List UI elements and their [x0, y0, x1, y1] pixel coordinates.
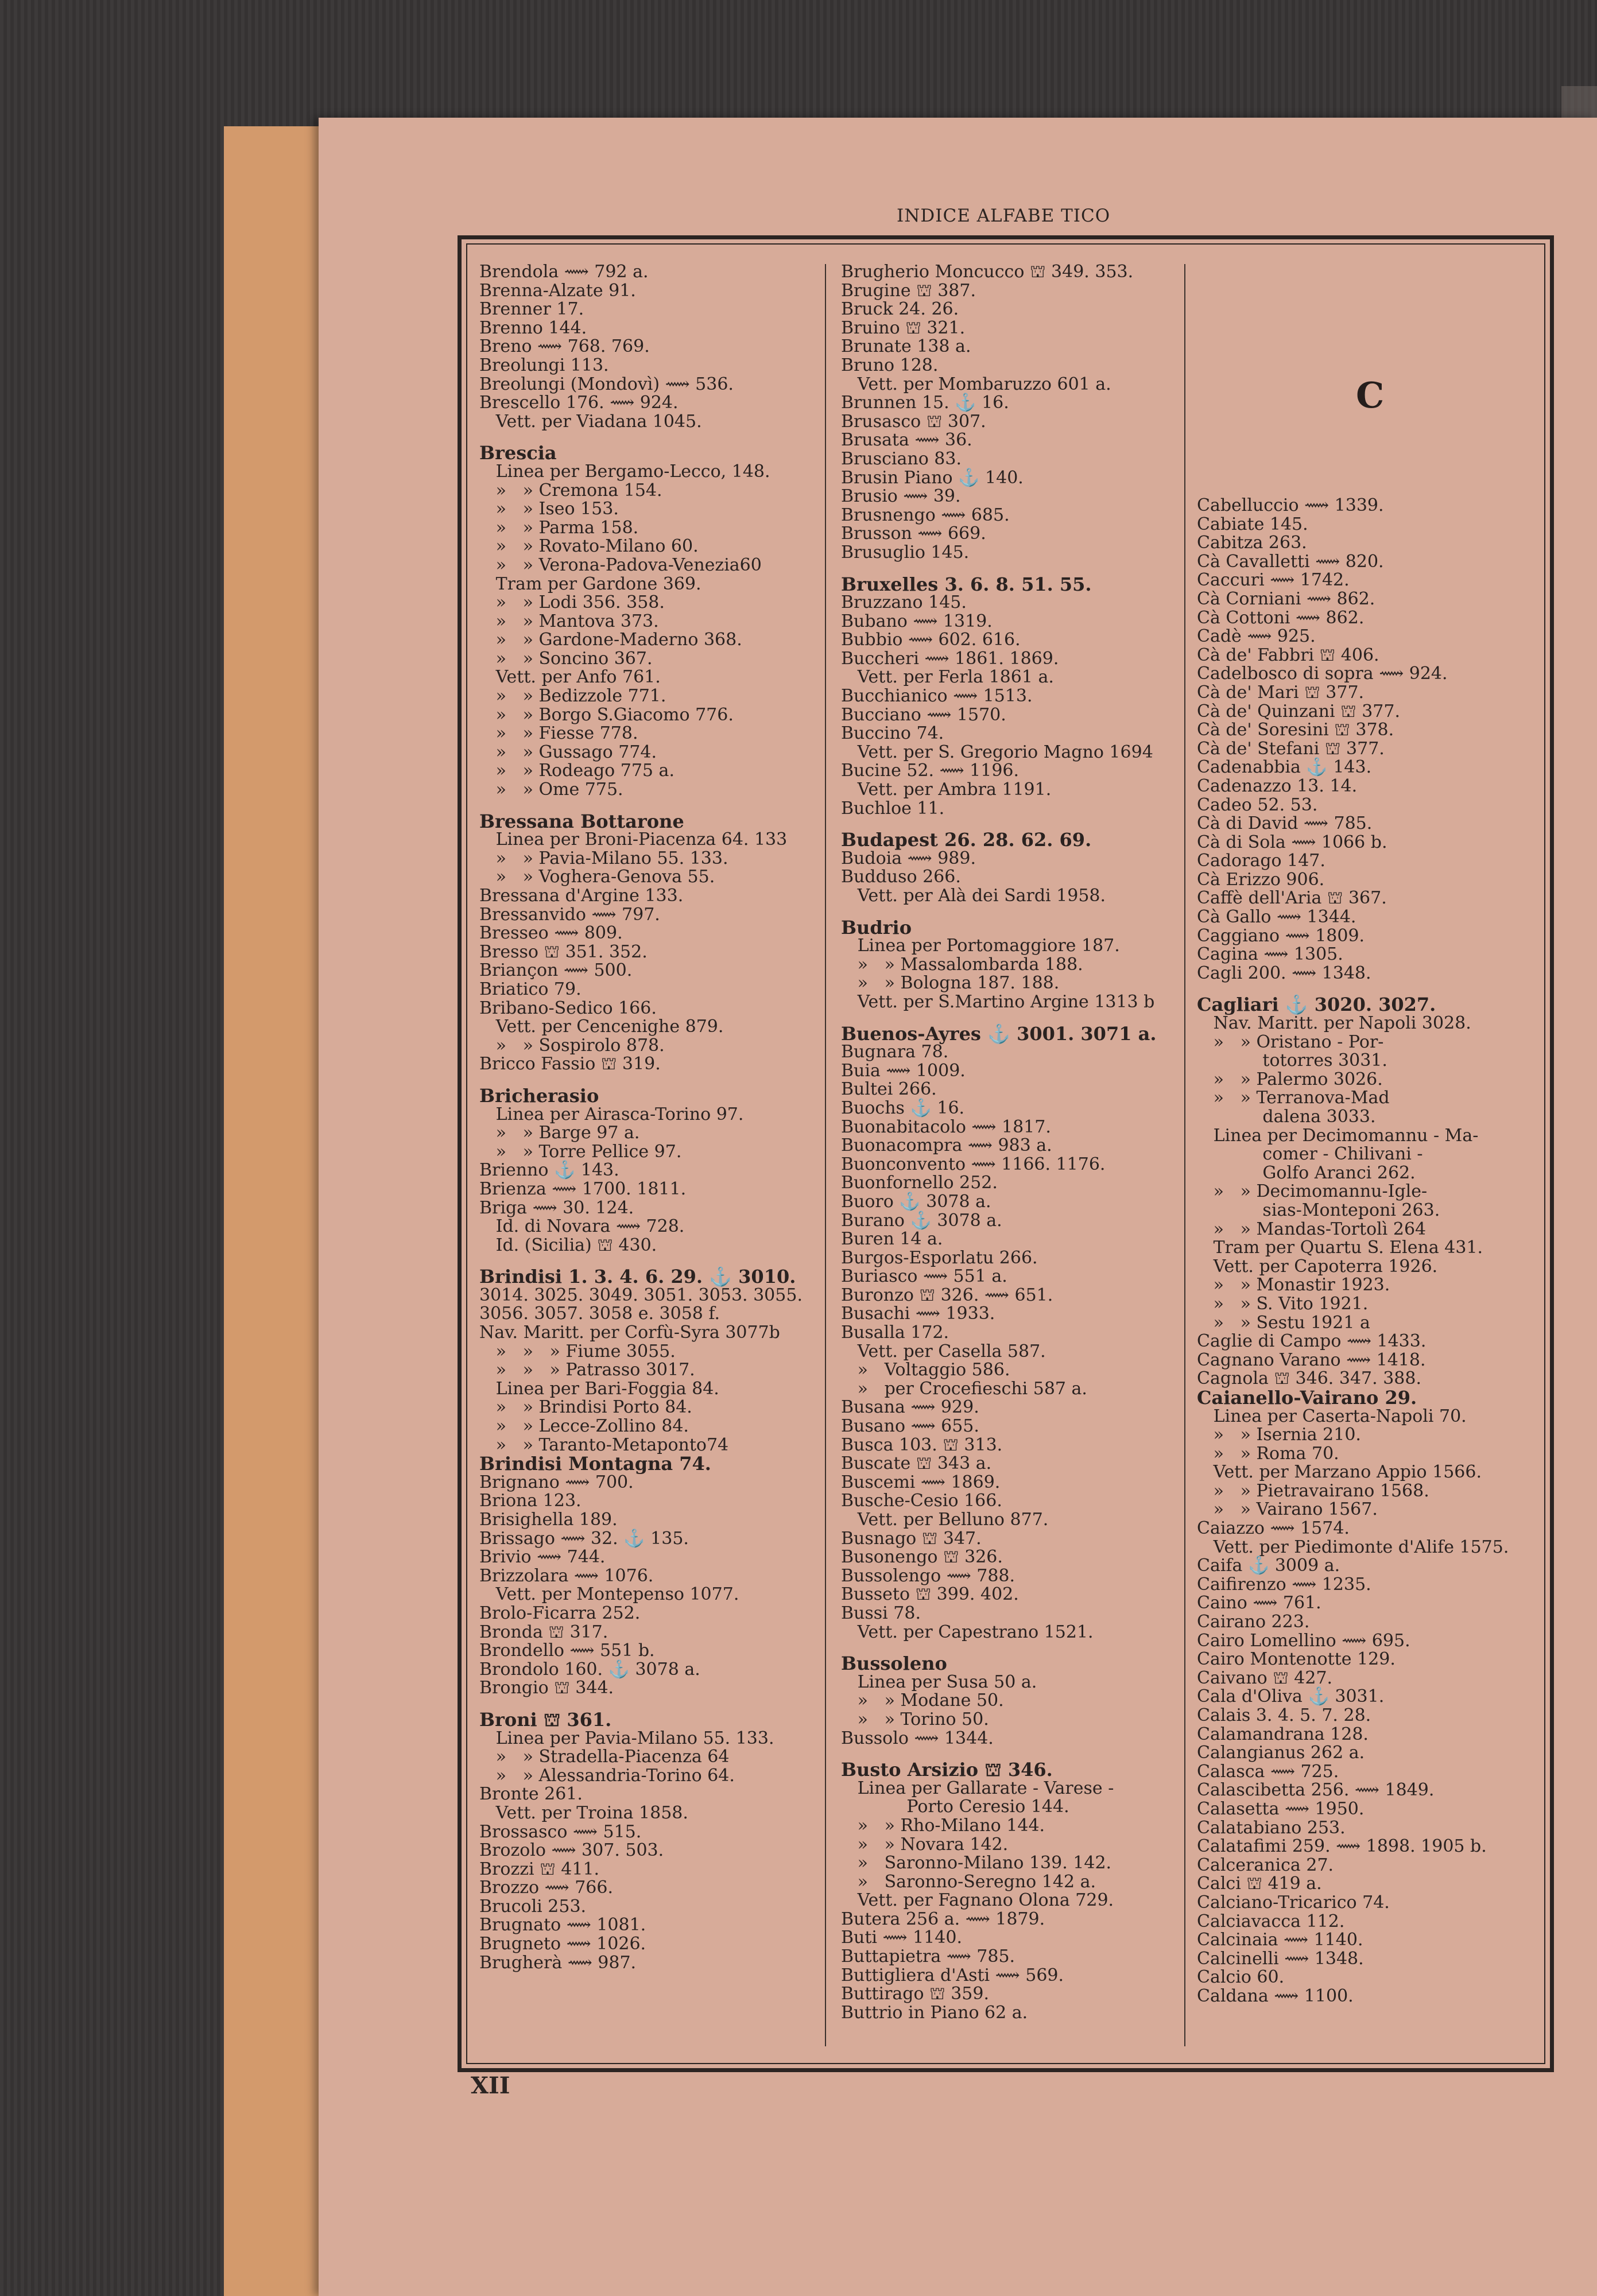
index-entry: 3056. 3057. 3058 e. 3058 f.: [479, 1304, 720, 1324]
index-entry: Cairano 223.: [1197, 1612, 1310, 1632]
index-entry: Cà di Sola ⟿ 1066 b.: [1197, 832, 1387, 852]
index-entry: Calasetta ⟿ 1950.: [1197, 1798, 1365, 1819]
index-entry: Cairo Montenotte 129.: [1197, 1649, 1396, 1670]
index-entry: Caldana ⟿ 1100.: [1197, 1985, 1354, 2006]
index-entry: Brugnato ⟿ 1081.: [479, 1915, 646, 1936]
index-entry: » » Gussago 774.: [479, 742, 657, 762]
index-entry: » » Vairano 1567.: [1197, 1499, 1378, 1520]
index-entry: Brondolo 160. ⚓ 3078 a.: [479, 1659, 700, 1680]
index-entry: Buccheri ⟿ 1861. 1869.: [841, 648, 1059, 669]
index-entry: Vett. per Capestrano 1521.: [841, 1622, 1094, 1642]
index-entry: Busonengo ⛫ 326.: [841, 1547, 1003, 1568]
index-entry: » » Ome 775.: [479, 779, 623, 800]
index-entry: Brugherio Moncucco ⛫ 349. 353.: [841, 262, 1134, 282]
index-entry: Cà de' Fabbri ⛫ 406.: [1197, 645, 1379, 665]
index-entry: comer - Chilivani -: [1197, 1144, 1423, 1165]
index-entry: Bressanvido ⟿ 797.: [479, 904, 660, 925]
index-entry: Caiazzo ⟿ 1574.: [1197, 1518, 1350, 1539]
index-entry: Calci ⛫ 419 a.: [1197, 1874, 1322, 1894]
index-entry: Breolungi (Mondovì) ⟿ 536.: [479, 374, 734, 394]
index-entry: Calatafimi 259. ⟿ 1898. 1905 b.: [1197, 1836, 1487, 1857]
index-entry: Brenna-Alzate 91.: [479, 280, 636, 301]
index-entry: Bruxelles 3. 6. 8. 51. 55.: [841, 573, 1092, 595]
index-entry: Caivano ⛫ 427.: [1197, 1667, 1333, 1688]
index-entry: Buia ⟿ 1009.: [841, 1060, 966, 1081]
index-entry: Bucchianico ⟿ 1513.: [841, 686, 1033, 707]
index-entry: Bressana d'Argine 133.: [479, 886, 684, 906]
index-entry: » » Mantova 373.: [479, 611, 659, 631]
index-entry: Calangianus 262 a.: [1197, 1743, 1365, 1763]
index-entry: Bugnara 78.: [841, 1042, 949, 1062]
index-entry: Brusson ⟿ 669.: [841, 523, 986, 544]
index-entry: Caffè dell'Aria ⛫ 367.: [1197, 888, 1387, 909]
index-entry: Vett. per Piedimonte d'Alife 1575.: [1197, 1537, 1509, 1557]
index-entry: Brucoli 253.: [479, 1896, 587, 1917]
index-entry: » » Barge 97 a.: [479, 1123, 640, 1143]
index-entry: Brossasco ⟿ 515.: [479, 1821, 642, 1842]
index-column-3: [1197, 497, 1509, 2006]
index-entry: Brondello ⟿ 551 b.: [479, 1640, 655, 1661]
index-entry: Id. (Sicilia) ⛫ 430.: [479, 1235, 657, 1255]
index-entry: Brugine ⛫ 387.: [841, 280, 976, 301]
index-entry: Bruno 128.: [841, 355, 939, 375]
index-entry: Brunate 138 a.: [841, 336, 971, 357]
index-entry: Nav. Maritt. per Corfù-Syra 3077b: [479, 1322, 780, 1343]
index-entry: Bussolo ⟿ 1344.: [841, 1728, 994, 1748]
index-entry: Brienno ⚓ 143.: [479, 1160, 619, 1181]
index-entry: Caianello-Vairano 29.: [1197, 1386, 1417, 1409]
index-entry: Buochs ⚓ 16.: [841, 1097, 965, 1118]
index-entry: Briançon ⟿ 500.: [479, 960, 633, 981]
index-entry: Buronzo ⛫ 326. ⟿ 651.: [841, 1285, 1053, 1305]
index-entry: Brindisi Montagna 74.: [479, 1453, 711, 1475]
index-entry: » » Stradella-Piacenza 64: [479, 1747, 730, 1767]
index-entry: Buttirago ⛫ 359.: [841, 1984, 990, 2004]
index-entry: Vett. per Ferla 1861 a.: [841, 667, 1054, 688]
index-entry: » » Brindisi Porto 84.: [479, 1397, 692, 1418]
index-entry: Bruino ⛫ 321.: [841, 317, 966, 338]
index-entry: Brozzi ⛫ 411.: [479, 1859, 600, 1879]
index-entry: Brescello 176. ⟿ 924.: [479, 393, 679, 413]
index-entry: Breolungi 113.: [479, 355, 609, 375]
index-entry: Linea per Airasca-Torino 97.: [479, 1104, 744, 1124]
index-entry: » » Torre Pellice 97.: [479, 1141, 682, 1162]
index-entry: » Voltaggio 586.: [841, 1360, 1010, 1380]
index-entry: » » Decimomannu-Igle-: [1197, 1181, 1428, 1202]
index-entry: Calcio 60.: [1197, 1967, 1285, 1988]
index-entry: Buoro ⚓ 3078 a.: [841, 1191, 991, 1212]
index-entry: Caifirenzo ⟿ 1235.: [1197, 1574, 1371, 1595]
index-entry: Buriasco ⟿ 551 a.: [841, 1266, 1007, 1287]
index-entry: » » Sospirolo 878.: [479, 1035, 665, 1056]
index-entry: Cà de' Stefani ⛫ 377.: [1197, 738, 1385, 759]
index-entry: Cabelluccio ⟿ 1339.: [1197, 495, 1384, 515]
index-entry: » » Palermo 3026.: [1197, 1069, 1383, 1089]
index-entry: » » Modane 50.: [841, 1690, 1004, 1711]
index-entry: Brongio ⛫ 344.: [479, 1678, 614, 1698]
index-entry: » » » Patrasso 3017.: [479, 1360, 695, 1380]
index-entry: Cadorago 147.: [1197, 851, 1325, 871]
index-entry: Vett. per Troina 1858.: [479, 1802, 688, 1823]
index-entry: » » Soncino 367.: [479, 648, 653, 669]
index-entry: Linea per Bari-Foggia 84.: [479, 1378, 719, 1399]
index-entry: Cadenabbia ⚓ 143.: [1197, 757, 1372, 778]
index-entry: Cagnola ⛫ 346. 347. 388.: [1197, 1368, 1422, 1389]
index-entry: Brusata ⟿ 36.: [841, 430, 972, 451]
index-entry: » » Lecce-Zollino 84.: [479, 1416, 689, 1437]
index-entry: Cairo Lomellino ⟿ 695.: [1197, 1630, 1410, 1651]
index-entry: Brignano ⟿ 700.: [479, 1472, 634, 1492]
index-entry: » » Bedizzole 771.: [479, 686, 666, 707]
index-entry: Budapest 26. 28. 62. 69.: [841, 829, 1092, 851]
index-entry: Vett. per Marzano Appio 1566.: [1197, 1462, 1482, 1483]
index-entry: » » Cremona 154.: [479, 480, 662, 501]
index-entry: Buonfornello 252.: [841, 1173, 998, 1193]
index-entry: Brienza ⟿ 1700. 1811.: [479, 1178, 687, 1199]
index-entry: Brenno 144.: [479, 317, 587, 338]
index-entry: Busto Arsizio ⛫ 346.: [841, 1759, 1053, 1781]
index-entry: Id. di Novara ⟿ 728.: [479, 1216, 685, 1237]
index-entry: Linea per Decimomannu - Ma-: [1197, 1125, 1479, 1146]
index-entry: Bubano ⟿ 1319.: [841, 611, 993, 631]
index-entry: Calascibetta 256. ⟿ 1849.: [1197, 1780, 1435, 1801]
index-entry: Busseto ⛫ 399. 402.: [841, 1584, 1019, 1605]
index-entry: Budoia ⟿ 989.: [841, 848, 976, 868]
index-entry: Bressana Bottarone: [479, 810, 684, 832]
index-entry: Brendola ⟿ 792 a.: [479, 262, 649, 282]
index-entry: » » Pietravairano 1568.: [1197, 1480, 1429, 1501]
index-entry: Brindisi 1. 3. 4. 6. 29. ⚓ 3010.: [479, 1266, 796, 1288]
index-entry: Bresso ⛫ 351. 352.: [479, 941, 648, 962]
index-entry: » » Mandas-Tortolì 264: [1197, 1219, 1427, 1239]
index-entry: Vett. per S. Gregorio Magno 1694: [841, 742, 1153, 762]
index-entry: Buscemi ⟿ 1869.: [841, 1472, 1001, 1492]
index-entry: Busca 103. ⛫ 313.: [841, 1434, 1003, 1455]
index-entry: Vett. per Montepenso 1077.: [479, 1584, 739, 1605]
index-entry: » » Alessandria-Torino 64.: [479, 1765, 735, 1786]
index-entry: Buonconvento ⟿ 1166. 1176.: [841, 1154, 1106, 1174]
index-entry: Brozolo ⟿ 307. 503.: [479, 1840, 664, 1861]
index-entry: » » Novara 142.: [841, 1834, 1009, 1855]
index-entry: Bronda ⛫ 317.: [479, 1622, 608, 1642]
index-entry: Cà Cavalletti ⟿ 820.: [1197, 551, 1384, 572]
index-entry: Porto Ceresio 144.: [841, 1797, 1069, 1817]
index-entry: » » Massalombarda 188.: [841, 954, 1083, 975]
index-entry: Calcinaia ⟿ 1140.: [1197, 1930, 1363, 1950]
index-entry: Calceranica 27.: [1197, 1855, 1334, 1875]
index-entry: Busnago ⛫ 347.: [841, 1528, 982, 1549]
index-entry: Buonacompra ⟿ 983 a.: [841, 1135, 1052, 1156]
index-entry: Linea per Pavia-Milano 55. 133.: [479, 1728, 774, 1748]
index-entry: Tram per Quartu S. Elena 431.: [1197, 1238, 1483, 1258]
index-entry: Linea per Bergamo-Lecco, 148.: [479, 461, 770, 482]
index-entry: Busalla 172.: [841, 1322, 949, 1343]
index-entry: Caglie di Campo ⟿ 1433.: [1197, 1331, 1427, 1352]
index-entry: » » Isernia 210.: [1197, 1425, 1361, 1445]
index-entry: Bresseo ⟿ 809.: [479, 923, 623, 944]
index-entry: Brunnen 15. ⚓ 16.: [841, 393, 1009, 413]
index-entry: Caifa ⚓ 3009 a.: [1197, 1556, 1340, 1576]
index-entry: Briona 123.: [479, 1491, 582, 1511]
index-entry: » » Borgo S.Giacomo 776.: [479, 704, 734, 725]
index-entry: » » Rodeago 775 a.: [479, 761, 675, 781]
section-letter: C: [1356, 374, 1385, 416]
index-entry: » » Oristano - Por-: [1197, 1031, 1384, 1052]
index-entry: Bricherasio: [479, 1084, 599, 1107]
index-entry: Vett. per S.Martino Argine 1313 b: [841, 991, 1155, 1012]
index-entry: Buscate ⛫ 343 a.: [841, 1453, 992, 1474]
index-entry: Caggiano ⟿ 1809.: [1197, 925, 1365, 946]
index-entry: Vett. per Mombaruzzo 601 a.: [841, 374, 1111, 394]
index-entry: Brusin Piano ⚓ 140.: [841, 467, 1024, 488]
index-entry: Brisighella 189.: [479, 1510, 618, 1530]
index-entry: Cagina ⟿ 1305.: [1197, 944, 1343, 965]
index-entry: Cadè ⟿ 925.: [1197, 626, 1316, 647]
index-entry: Buttigliera d'Asti ⟿ 569.: [841, 1965, 1064, 1985]
index-entry: Linea per Susa 50 a.: [841, 1671, 1037, 1692]
index-entry: Vett. per Casella 587.: [841, 1341, 1046, 1362]
index-entry: Briatico 79.: [479, 979, 582, 999]
index-entry: Budduso 266.: [841, 867, 961, 887]
index-entry: » per Crocefieschi 587 a.: [841, 1378, 1087, 1399]
index-entry: Vett. per Anfo 761.: [479, 667, 661, 688]
index-entry: Buti ⟿ 1140.: [841, 1927, 962, 1948]
index-entry: » » S. Vito 1921.: [1197, 1293, 1369, 1314]
index-entry: Vett. per Alà dei Sardi 1958.: [841, 886, 1106, 906]
index-entry: Burgos-Esporlatu 266.: [841, 1247, 1038, 1268]
index-entry: Cà de' Quinzani ⛫ 377.: [1197, 701, 1400, 722]
index-entry: » » Monastir 1923.: [1197, 1275, 1390, 1296]
index-entry: Brivio ⟿ 744.: [479, 1547, 606, 1568]
index-entry: Busano ⟿ 655.: [841, 1416, 979, 1437]
index-entry: Bricco Fassio ⛫ 319.: [479, 1054, 661, 1075]
index-entry: Brissago ⟿ 32. ⚓ 135.: [479, 1528, 689, 1549]
index-entry: Cagliari ⚓ 3020. 3027.: [1197, 994, 1436, 1016]
index-entry: Brugneto ⟿ 1026.: [479, 1934, 646, 1954]
index-entry: Brolo-Ficarra 252.: [479, 1603, 641, 1623]
index-entry: Budrio: [841, 916, 912, 938]
index-entry: » » Taranto-Metaponto74: [479, 1434, 729, 1455]
index-entry: Brozzo ⟿ 766.: [479, 1878, 613, 1898]
index-entry: Buenos-Ayres ⚓ 3001. 3071 a.: [841, 1022, 1157, 1045]
index-entry: Busachi ⟿ 1933.: [841, 1304, 995, 1324]
index-entry: Buonabitacolo ⟿ 1817.: [841, 1116, 1051, 1137]
index-entry: Bruck 24. 26.: [841, 299, 959, 320]
index-entry: Nav. Maritt. per Napoli 3028.: [1197, 1013, 1471, 1034]
index-entry: Busana ⟿ 929.: [841, 1397, 979, 1418]
index-entry: Bussoleno: [841, 1653, 947, 1675]
index-entry: Briga ⟿ 30. 124.: [479, 1197, 634, 1218]
index-entry: Brusciano 83.: [841, 448, 962, 469]
index-entry: » » Roma 70.: [1197, 1443, 1339, 1464]
page-number: XII: [471, 2072, 510, 2099]
index-entry: Caccuri ⟿ 1742.: [1197, 570, 1350, 591]
index-entry: Bubbio ⟿ 602. 616.: [841, 630, 1021, 650]
index-entry: Bronte 261.: [479, 1784, 583, 1805]
index-entry: Breno ⟿ 768. 769.: [479, 336, 650, 357]
index-entry: Calasca ⟿ 725.: [1197, 1761, 1339, 1782]
index-entry: Cagnano Varano ⟿ 1418.: [1197, 1349, 1426, 1370]
index-entry: Bussi 78.: [841, 1603, 921, 1623]
index-entry: Buchloe 11.: [841, 798, 945, 819]
index-entry: » » Parma 158.: [479, 517, 639, 538]
index-entry: dalena 3033.: [1197, 1107, 1376, 1127]
index-entry: » » Pavia-Milano 55. 133.: [479, 848, 728, 868]
index-entry: Cadelbosco di sopra ⟿ 924.: [1197, 664, 1448, 684]
index-entry: Buren 14 a.: [841, 1229, 943, 1250]
index-entry: » Saronno-Milano 139. 142.: [841, 1853, 1112, 1874]
index-entry: Burano ⚓ 3078 a.: [841, 1210, 1002, 1231]
index-entry: Cabitza 263.: [1197, 533, 1307, 553]
index-entry: » » Fiesse 778.: [479, 723, 638, 744]
index-entry: Cà Corniani ⟿ 862.: [1197, 588, 1375, 609]
index-entry: » » Gardone-Maderno 368.: [479, 630, 742, 650]
index-entry: Linea per Portomaggiore 187.: [841, 936, 1120, 956]
index-entry: Cagli 200. ⟿ 1348.: [1197, 963, 1371, 983]
index-entry: Calciano-Tricarico 74.: [1197, 1892, 1390, 1913]
index-entry: » » » Fiume 3055.: [479, 1341, 676, 1362]
index-entry: Bucciano ⟿ 1570.: [841, 704, 1006, 725]
index-entry: » » Voghera-Genova 55.: [479, 867, 715, 887]
index-entry: » » Torino 50.: [841, 1709, 989, 1729]
index-entry: Brugherà ⟿ 987.: [479, 1952, 637, 1973]
index-entry: Bussolengo ⟿ 788.: [841, 1565, 1015, 1586]
index-entry: » » Rovato-Milano 60.: [479, 536, 699, 557]
index-entry: Bucine 52. ⟿ 1196.: [841, 761, 1020, 781]
index-entry: Caino ⟿ 761.: [1197, 1593, 1321, 1614]
column-divider-1: [825, 264, 826, 2046]
index-entry: Vett. per Viadana 1045.: [479, 411, 702, 432]
index-entry: » » Bologna 187. 188.: [841, 973, 1060, 994]
index-entry: totorres 3031.: [1197, 1050, 1387, 1071]
index-entry: Brizzolara ⟿ 1076.: [479, 1565, 654, 1586]
index-entry: Vett. per Fagnano Olona 729.: [841, 1890, 1114, 1911]
index-entry: Vett. per Cencenighe 879.: [479, 1017, 724, 1037]
index-entry: Cabiate 145.: [1197, 514, 1308, 534]
index-entry: » » Sestu 1921 a: [1197, 1312, 1370, 1333]
index-entry: Buccino 74.: [841, 723, 944, 744]
index-entry: Bruzzano 145.: [841, 592, 967, 613]
index-entry: Buttrio in Piano 62 a.: [841, 2002, 1028, 2023]
index-entry: Brenner 17.: [479, 299, 584, 320]
index-entry: Bribano-Sedico 166.: [479, 998, 657, 1018]
index-entry: Brusasco ⛫ 307.: [841, 411, 986, 432]
index-entry: Cà de' Soresini ⛫ 378.: [1197, 720, 1394, 740]
index-entry: Tram per Gardone 369.: [479, 573, 701, 594]
index-entry: Cà Gallo ⟿ 1344.: [1197, 907, 1356, 928]
index-entry: Linea per Gallarate - Varese -: [841, 1778, 1114, 1798]
index-entry: » » Rho-Milano 144.: [841, 1815, 1045, 1836]
index-entry: Golfo Aranci 262.: [1197, 1162, 1416, 1183]
index-entry: Cà Erizzo 906.: [1197, 869, 1325, 890]
index-entry: Bultei 266.: [841, 1079, 937, 1100]
index-entry: Cala d'Oliva ⚓ 3031.: [1197, 1686, 1385, 1707]
index-entry: 3014. 3025. 3049. 3051. 3053. 3055.: [479, 1285, 803, 1305]
index-entry: » » Verona-Padova-Venezia60: [479, 554, 762, 575]
index-entry: Cadenazzo 13. 14.: [1197, 775, 1358, 796]
index-entry: Cà di David ⟿ 785.: [1197, 813, 1373, 834]
column-divider-2: [1184, 264, 1185, 2046]
index-entry: Buttapietra ⟿ 785.: [841, 1946, 1015, 1967]
index-entry: » Saronno-Seregno 142 a.: [841, 1871, 1096, 1892]
index-entry: Calciavacca 112.: [1197, 1911, 1345, 1932]
index-entry: Vett. per Capoterra 1926.: [1197, 1256, 1438, 1277]
index-entry: Cadeo 52. 53.: [1197, 794, 1318, 815]
index-entry: Linea per Broni-Piacenza 64. 133: [479, 829, 788, 850]
index-column-1: [479, 263, 803, 1972]
index-entry: Vett. per Belluno 877.: [841, 1510, 1049, 1530]
index-entry: Cà de' Mari ⛫ 377.: [1197, 682, 1365, 703]
index-entry: » » Lodi 356. 358.: [479, 592, 665, 613]
page-header-title: INDICE ALFABE TICO: [897, 205, 1111, 226]
index-entry: sias-Monteponi 263.: [1197, 1200, 1440, 1220]
index-entry: Brusio ⟿ 39.: [841, 486, 961, 507]
index-entry: Linea per Caserta-Napoli 70.: [1197, 1406, 1467, 1426]
index-entry: Calais 3. 4. 5. 7. 28.: [1197, 1705, 1371, 1725]
index-column-2: [841, 263, 1156, 2022]
index-entry: Calatabiano 253.: [1197, 1817, 1346, 1838]
index-entry: Brusuglio 145.: [841, 542, 970, 563]
index-entry: Brusnengo ⟿ 685.: [841, 505, 1010, 525]
index-entry: Vett. per Ambra 1191.: [841, 779, 1052, 800]
index-entry: Calcinelli ⟿ 1348.: [1197, 1948, 1364, 1969]
index-entry: Cà Cottoni ⟿ 862.: [1197, 607, 1365, 628]
index-entry: Broni ⛫ 361.: [479, 1708, 612, 1731]
index-entry: » » Iseo 153.: [479, 499, 619, 519]
index-entry: Butera 256 a. ⟿ 1879.: [841, 1909, 1045, 1929]
index-entry: » » Terranova-Mad: [1197, 1088, 1390, 1108]
index-entry: Calamandrana 128.: [1197, 1724, 1369, 1744]
index-entry: Busche-Cesio 166.: [841, 1491, 1002, 1511]
index-entry: Brescia: [479, 442, 557, 464]
